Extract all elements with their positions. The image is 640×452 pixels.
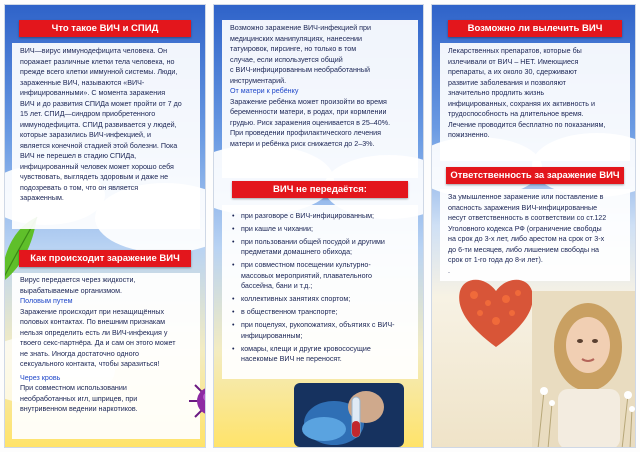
- text-line: При проведении профилактического лечения: [230, 129, 381, 137]
- text-line: чувствовать, выглядеть здоровым и даже не: [20, 173, 169, 181]
- text-line: медицинских манипуляциях, нанесении: [230, 34, 363, 43]
- text-line: подозревать о том, что он является: [20, 183, 139, 192]
- text-line: с ВИЧ-инфицированным необработанный: [230, 66, 370, 74]
- text-line: инфицированных, сохраняя их активность и: [448, 99, 595, 108]
- text-line: внутривенном ведении наркотиков.: [20, 405, 138, 413]
- list-item: • при пользовании общей посудой и другими предметами домашнего обихода;: [232, 237, 414, 258]
- text-line: иммунодефицита. СПИД развивается у людей,: [20, 120, 177, 129]
- text-line: половых контактах. По внешним признакам: [20, 318, 166, 326]
- transmission-text: [12, 273, 200, 439]
- section-title-liability: Ответственность за заражение ВИЧ: [446, 167, 624, 184]
- text-line: трудоспособность на длительное время.: [448, 110, 584, 118]
- panel-right: [431, 4, 636, 448]
- hiv-definition-text: [12, 43, 200, 229]
- sexual-route-heading: Половым путем: [20, 297, 73, 305]
- list-item: • в общественном транспорте;: [232, 307, 414, 317]
- text-line: значительно продлить жизнь: [448, 89, 545, 97]
- list-item: • коллективных занятиях спортом;: [232, 294, 414, 304]
- panel-middle: [213, 4, 424, 448]
- mother-child-heading: От матери к ребёнку: [230, 87, 299, 95]
- text-line: инфицированными». С момента заражения: [20, 89, 166, 97]
- text-line: необработанных игл, шприцев, при: [20, 394, 138, 403]
- text-line: 15 лет. СПИД—синдром приобретенного: [20, 110, 156, 118]
- trailing-dot: .: [448, 266, 450, 275]
- section-title-not-transmitted: ВИЧ не передаётся:: [232, 181, 408, 198]
- section-title-cure: Возможно ли вылечить ВИЧ: [448, 20, 622, 37]
- list-item: • при совместном посещении культурно- массовых мероприятий, плавательного бассейна, бани и т.д.;: [232, 260, 414, 291]
- text-line: матери и ребёнка риск снижается до 2–3%.: [230, 139, 375, 148]
- text-line: поражает различные клетки тела человека, но: [20, 57, 175, 66]
- tools-and-mother-text: [222, 20, 418, 178]
- text-line: случае, если используется общий: [230, 55, 343, 64]
- text-line: излечивали от ВИЧ – НЕТ. Имеющиеся: [448, 57, 579, 66]
- text-line: опасность заражения ВИЧ-инфицированные: [448, 203, 598, 212]
- lab-test-tube-image: [294, 383, 404, 447]
- cure-text: [440, 43, 630, 161]
- text-line: вырабатываемые организмом.: [20, 286, 123, 295]
- section-title-what-is-hiv: Что такое ВИЧ и СПИД: [19, 20, 191, 37]
- text-line: инфицированный человек может хорошо себя: [20, 162, 174, 171]
- text-line: препараты, а их около 30, сдерживают: [448, 68, 578, 76]
- liability-text: [440, 189, 630, 281]
- text-line: Вирус передается через жидкости,: [20, 276, 136, 284]
- text-line: зараженные ВИЧ, называются «ВИЧ-: [20, 78, 145, 87]
- text-line: зараженным.: [20, 194, 64, 202]
- text-line: беременности матери, в родах, при кормлении: [230, 108, 387, 116]
- not-transmitted-list-box: [222, 205, 418, 379]
- list-item: • при разговоре с ВИЧ-инфицированным;: [232, 211, 414, 221]
- text-line: развитие заболевания и позволяют: [448, 78, 566, 87]
- text-line: Лекарственных препаратов, которые бы: [448, 47, 582, 55]
- text-line: При совместном использовании: [20, 384, 127, 392]
- text-line: сексуального контакта, чтобы заразиться!: [20, 360, 160, 368]
- text-line: несут ответственность в соответствии со ст.122: [448, 214, 607, 222]
- text-line: грудью. Риск заражения оценивается в 25–40%.: [230, 118, 391, 127]
- text-line: твоего секс-партнёра. Да и сам он этого может: [20, 339, 176, 347]
- text-line: ВИЧ—вирус иммунодефицита человека. Он: [20, 47, 168, 55]
- section-title-transmission: Как происходит заражение ВИЧ: [19, 250, 191, 267]
- text-line: инструментарий.: [230, 76, 287, 85]
- text-line: татуировок, пирсинге, но только в том: [230, 45, 357, 53]
- text-line: Уголовного кодекса РФ (ограничение свободы: [448, 224, 602, 233]
- text-line: Возможно заражение ВИЧ-инфекцией при: [230, 24, 372, 32]
- text-line: Заражение ребёнка может произойти во время: [230, 97, 387, 106]
- not-transmitted-list: [232, 211, 414, 364]
- text-line: нельзя определить есть ли ВИЧ-инфекция у: [20, 328, 168, 337]
- panel-left: [4, 4, 206, 448]
- text-line: является конечной стадией этой болезни. Пока: [20, 141, 178, 150]
- text-line: Заражение происходит при незащищённых: [20, 307, 165, 316]
- heart-icon: [454, 273, 538, 351]
- text-line: которые заразились ВИЧ-инфекцией, и: [20, 131, 151, 139]
- text-line: ВИЧ и до развития СПИДа может пройти от 7 до: [20, 99, 182, 108]
- text-line: За умышленное заражение или поставление в: [448, 193, 604, 201]
- text-line: ВИЧ не перешел в стадию СПИДа,: [20, 152, 137, 160]
- virus-icon: [187, 377, 206, 425]
- text-line: на срок до 3-х лет, либо арестом на срок от 3-х: [448, 235, 605, 243]
- text-line: Лечение проводится бесплатно по показаниям,: [448, 120, 606, 129]
- list-item: • при кашле и чихании;: [232, 224, 414, 234]
- text-line: до 6-ти месяцев, либо лишением свободы на: [448, 245, 599, 254]
- list-item: • комары, клещи и другие кровососущие насекомые ВИЧ не переносят.: [232, 344, 414, 365]
- girl-portrait-image: [532, 291, 636, 448]
- text-line: прежде всего клетки иммунной системы. Люди,: [20, 68, 178, 76]
- text-line: срок от 1-го года до 8-и лет).: [448, 256, 543, 264]
- blood-route-heading: Через кровь: [20, 373, 61, 382]
- text-line: не знать. Иногда достаточно одного: [20, 349, 139, 358]
- text-line: пожизненно.: [448, 131, 490, 139]
- list-item: • при поцелуях, рукопожатиях, объятиях с ВИЧ- инфицированным;: [232, 320, 414, 341]
